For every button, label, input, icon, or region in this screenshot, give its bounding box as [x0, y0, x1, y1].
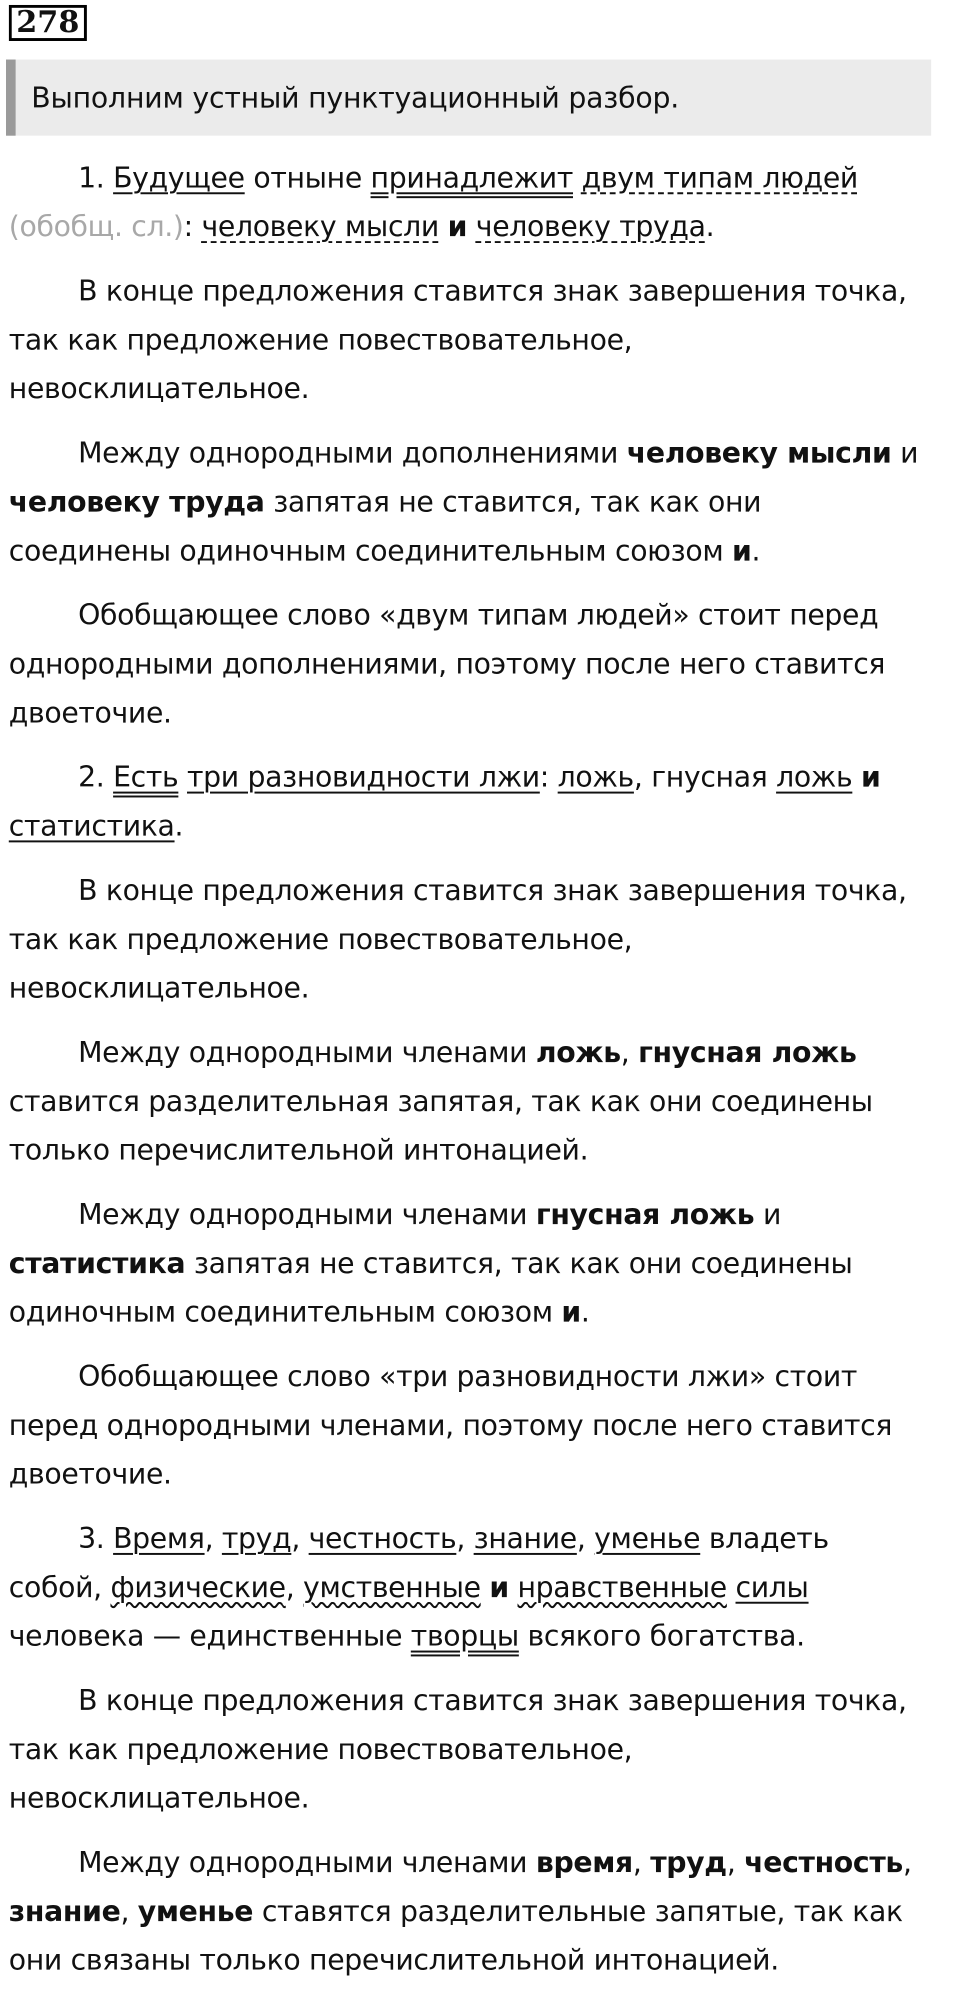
bold-term: знание [8, 1894, 121, 1928]
explanation-paragraph: Между однородными членами гнусная ложь и статистика запятая не ставится, так как они соединены одиночным соединительным союзом и. [8, 1197, 853, 1329]
explanation-paragraph: Обобщающее слово «двум типам людей» стоит перед однородными дополнениями, поэтому после него ставится двоеточие. [8, 598, 886, 730]
generalizing-word-note: (обобщ. сл.) [8, 209, 184, 244]
predicate: принадлежит [370, 161, 574, 195]
word: человека — единственные [8, 1619, 403, 1653]
bold-term: и [561, 1295, 581, 1329]
text: и [762, 1197, 782, 1231]
subject: силы [735, 1570, 809, 1604]
subject: Время [113, 1521, 205, 1555]
text: ставятся разделительные запятые, так как они связаны только перечислительной интонацией. [8, 1894, 903, 1977]
explanation-paragraph: В конце предложения ставится знак завершения точка, так как предложение повествовательное, невосклицательное. [8, 274, 907, 406]
subject: ложь [776, 760, 853, 794]
text: Между однородными дополнениями [78, 436, 619, 470]
subject: уменье [594, 1521, 701, 1555]
sentence-2: 2. Есть три разновидности лжи: ложь, гнусная ложь и статистика. [8, 760, 881, 843]
bold-term: труд [650, 1845, 727, 1879]
subject: честность [308, 1521, 457, 1555]
task-header: Выполним устный пунктуационный разбор. [6, 60, 931, 136]
sentence-number: 2. [78, 760, 105, 794]
object: двум типам людей [581, 161, 858, 195]
explanation-paragraph: Между однородными дополнениями человеку мысли и человеку труда запятая не ставится, так как они соединены одиночным соединительным союзом и. [8, 436, 919, 568]
explanation-paragraph: В конце предложения ставится знак завершения точка, так как предложение повествовательное, невосклицательное. [8, 1683, 907, 1815]
bold-term: уменье [137, 1894, 254, 1928]
sentence-3: 3. Время, труд, честность, знание, уменье владеть собой, физические, умственные и нравственные силы человека — единственные творцы всякого богатства. [8, 1521, 829, 1653]
word: владеть собой [8, 1521, 829, 1604]
text: Между однородными членами [78, 1845, 528, 1879]
text: Между однородными членами [78, 1197, 528, 1231]
bold-term: статистика [8, 1246, 186, 1280]
bold-term: человеку мысли [626, 436, 892, 470]
bold-term: ложь [535, 1035, 621, 1069]
predicate: творцы [410, 1619, 519, 1653]
attribute: физические [110, 1570, 286, 1604]
conjunction: и [489, 1570, 509, 1604]
word: гнусная [651, 760, 768, 794]
object: человеку мысли [201, 209, 439, 244]
text: и [900, 436, 919, 470]
explanation-paragraph: Между однородными членами ложь, гнусная ложь ставится разделительная запятая, так как они соединены только перечислительной интонацией. [8, 1035, 873, 1167]
bold-term: гнусная ложь [638, 1035, 857, 1069]
text: запятая не ставится, так как они соединены одиночным соединительным союзом [8, 1246, 853, 1329]
predicate: Есть [113, 760, 179, 794]
bold-term: честность [744, 1845, 903, 1879]
attribute: умственные [303, 1570, 481, 1604]
sentence-number: 3. [78, 1521, 105, 1555]
bold-term: человеку труда [8, 485, 265, 519]
explanation-paragraph: Обобщающее слово «три разновидности лжи» стоит перед однородными членами, поэтому после него ставится двоеточие. [8, 1359, 893, 1491]
word: всякого богатства [527, 1619, 797, 1653]
task-number: 278 [9, 5, 87, 41]
text: Между однородными членами [78, 1035, 528, 1069]
bold-term: и [732, 533, 752, 568]
subject: Будущее [113, 161, 245, 195]
sentence-1: 1. Будущее отныне принадлежит двум типам людей (обобщ. сл.): человеку мысли и человеку труда. [8, 161, 858, 244]
sentence-number: 1. [78, 161, 105, 195]
object: человеку труда [475, 209, 706, 244]
bold-term: время [535, 1845, 633, 1879]
word: отныне [253, 161, 362, 195]
conjunction: и [447, 209, 468, 244]
explanation-paragraph: В конце предложения ставится знак завершения точка, так как предложение повествовательное, невосклицательное. [8, 873, 907, 1005]
bold-term: гнусная ложь [535, 1197, 755, 1231]
conjunction: и [860, 760, 881, 794]
answer-text [9, 153, 928, 2000]
subject: статистика [8, 809, 175, 843]
subject: ложь [557, 760, 634, 794]
subject: знание [473, 1521, 577, 1555]
text: запятая не ставится, так как они соединены одиночным соединительным союзом [8, 485, 762, 568]
explanation-paragraph: Между однородными членами время, труд, честность, знание, уменье ставятся разделительные запятые, так как они связаны только перечислительной интонацией. [8, 1845, 912, 1977]
attribute: нравственные [517, 1570, 727, 1604]
subject: три разновидности лжи [187, 760, 540, 794]
text: ставится разделительная запятая, так как они соединены только перечислительной интонацией. [8, 1084, 873, 1167]
subject: труд [221, 1521, 292, 1555]
